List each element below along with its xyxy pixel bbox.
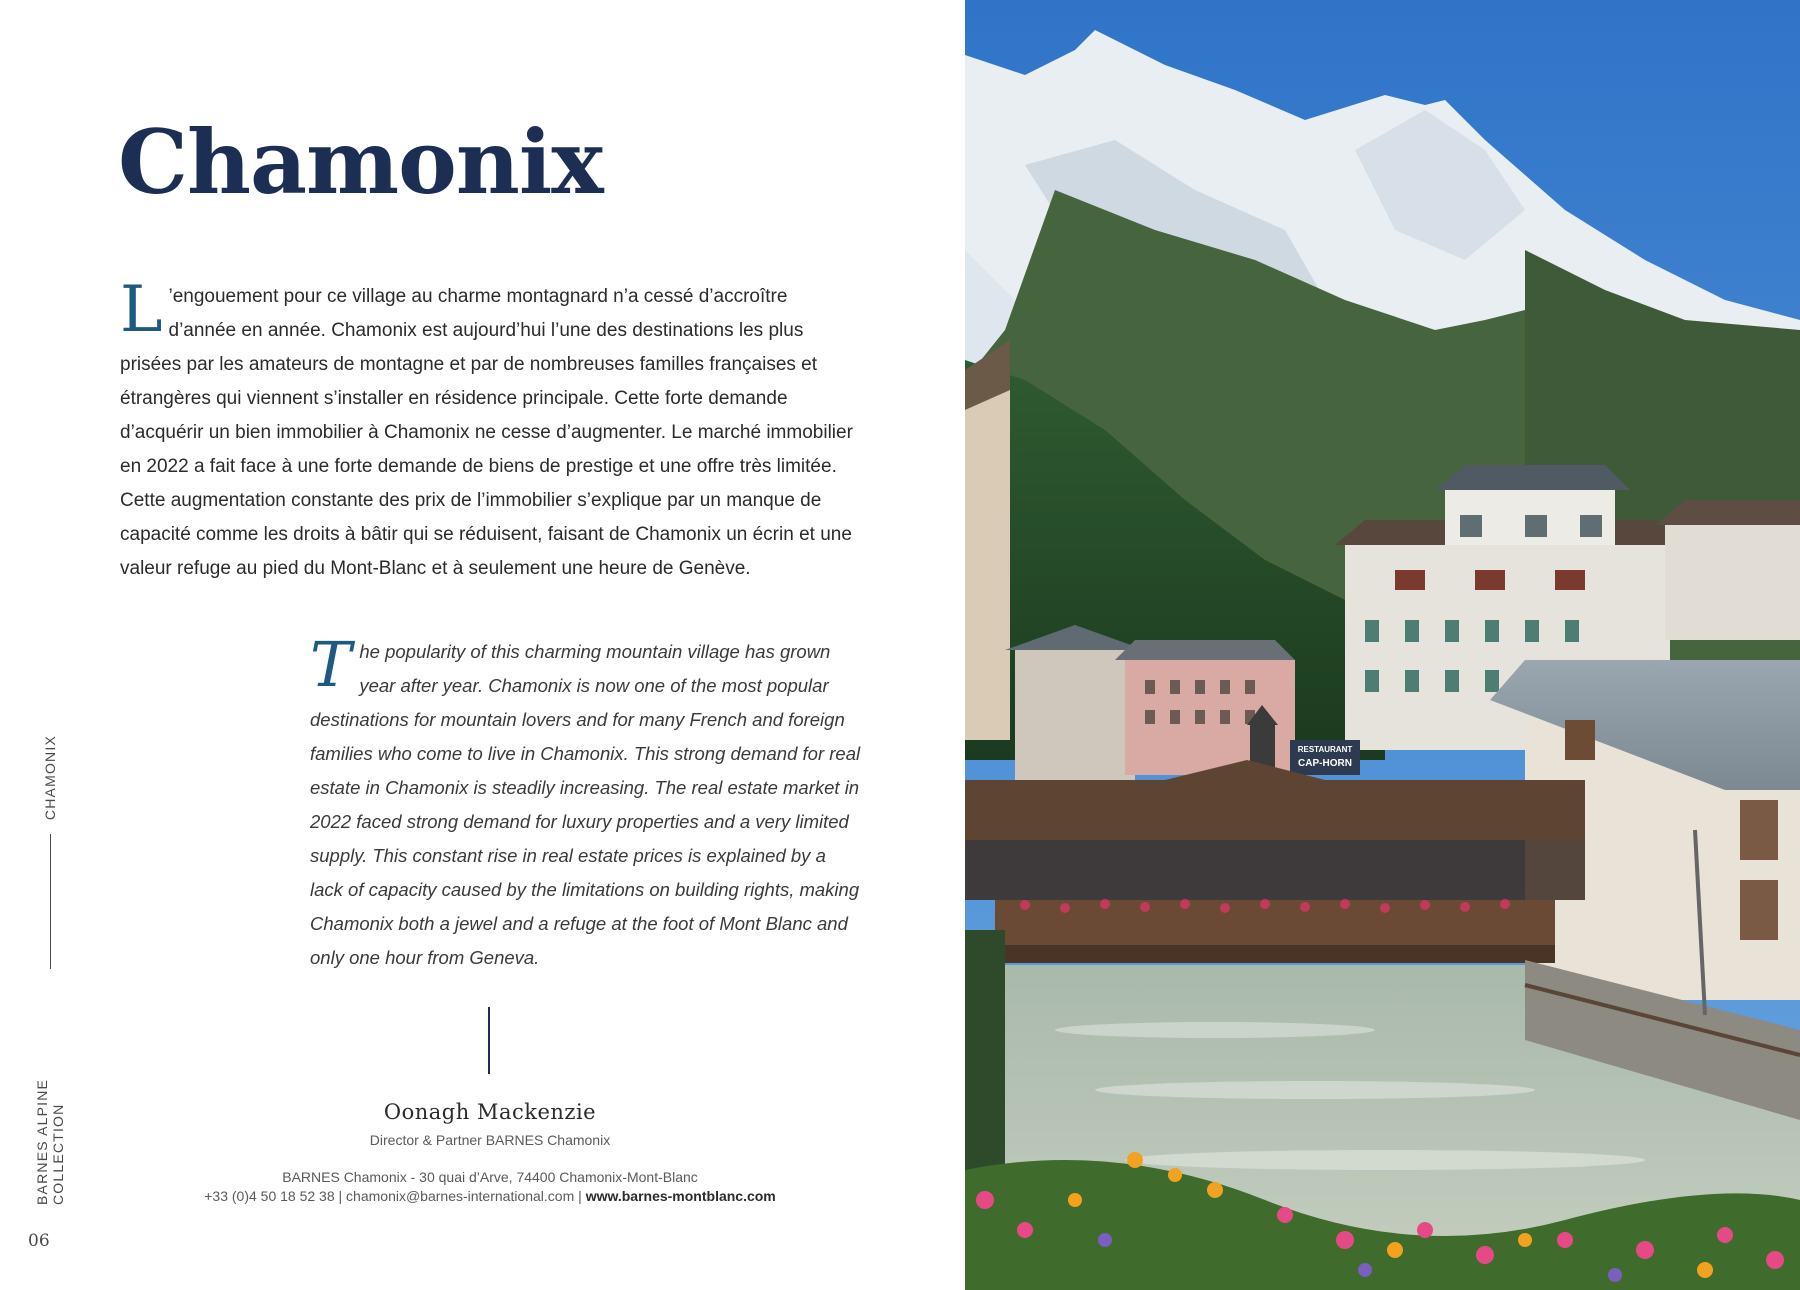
french-intro-text: ’engouement pour ce village au charme montagnard n’a cessé d’accroître d’année en année. Chamonix est aujourd’hui l’une des destinations les plus prisées par les amateurs de montagne et par de nombreuses familles françaises et étrangères qui viennent s’installer en résidence principale. Cette forte demande d’acquérir un bien immobilier à Chamonix ne cesse d’augmenter. Le marché immobilier en 2022 a fait face à une forte demande de biens de prestige et une offre très limitée. Cette augmentation constante des prix de l’immobilier s’explique par un manque de capacité comme les droits à bâtir qui se réduisent, faisant de Chamonix un écrin et une valeur refuge au pied du Mont-Blanc et à seulement une heure de Genève. bbox=[120, 286, 853, 579]
side-label-chamonix: CHAMONIX bbox=[42, 735, 58, 821]
contact-website-link[interactable]: www.barnes-montblanc.com bbox=[585, 1188, 776, 1204]
contact-separator: | bbox=[574, 1188, 586, 1204]
covered-bridge bbox=[965, 760, 1585, 963]
restaurant-sign-line2: CAP-HORN bbox=[1298, 758, 1352, 769]
chamonix-photo bbox=[965, 0, 1800, 1290]
side-rail-line bbox=[50, 834, 51, 969]
page-title: Chamonix bbox=[118, 110, 603, 214]
french-intro-paragraph bbox=[120, 273, 855, 586]
french-dropcap: L bbox=[120, 273, 163, 347]
contact-separator: | bbox=[334, 1188, 347, 1204]
contact-block bbox=[150, 1168, 830, 1206]
chamonix-photo-illustration bbox=[965, 0, 1800, 1290]
signature-block bbox=[200, 1100, 780, 1148]
signature-name: Oonagh Mackenzie bbox=[383, 1100, 597, 1124]
english-dropcap: T bbox=[310, 628, 352, 701]
side-label-collection: BARNES ALPINE COLLECTION bbox=[34, 1078, 66, 1205]
contact-phone[interactable]: +33 (0)4 50 18 52 38 bbox=[204, 1188, 335, 1204]
signature-role: Director & Partner BARNES Chamonix bbox=[369, 1132, 611, 1148]
signature-divider bbox=[488, 1007, 490, 1074]
page-number: 06 bbox=[28, 1231, 50, 1251]
side-rail bbox=[34, 735, 66, 1205]
contact-email[interactable]: chamonix@barnes-international.com bbox=[346, 1188, 575, 1204]
restaurant-sign-line1: RESTAURANT bbox=[1297, 745, 1353, 754]
english-intro-paragraph bbox=[310, 628, 862, 975]
english-intro-text: he popularity of this charming mountain village has grown year after year. Chamonix is now one of the most popular destinations for mountain lovers and for many French and foreign families who come to live in Chamonix. This strong demand for real estate in Chamonix is steadily increasing. The real estate market in 2022 faced strong demand for luxury properties and a very limited supply. This constant rise in real estate prices is explained by a lack of capacity caused by the limitations on building rights, making Chamonix both a jewel and a refuge at the foot of Mont Blanc and only one hour from Geneva. bbox=[310, 641, 861, 968]
contact-line bbox=[150, 1187, 830, 1206]
contact-address: BARNES Chamonix - 30 quai d’Arve, 74400 Chamonix-Mont-Blanc bbox=[282, 1169, 698, 1185]
